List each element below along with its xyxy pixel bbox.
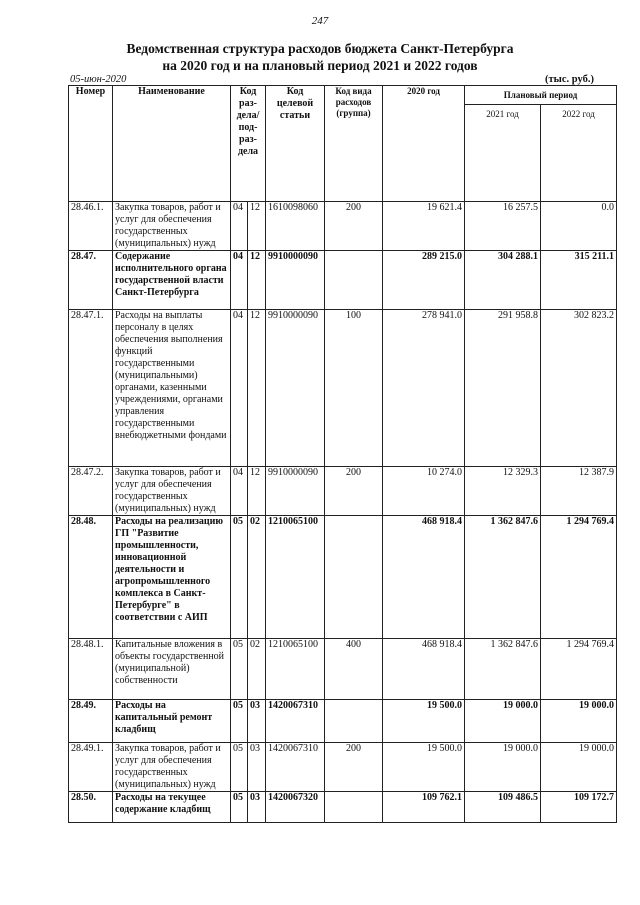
row-value-2022: 109 172.7 <box>541 792 617 823</box>
row-number: 28.49.1. <box>69 743 113 792</box>
row-value-2020: 468 918.4 <box>383 516 465 639</box>
row-target-code: 1610098060 <box>266 202 325 251</box>
row-value-2022: 0.0 <box>541 202 617 251</box>
row-number: 28.47. <box>69 251 113 310</box>
header-expense-type: Код вида расходов (группа) <box>325 86 383 202</box>
row-value-2021: 19 000.0 <box>465 743 541 792</box>
header-section-code: Код раз- дела/ под- раз- дела <box>231 86 266 202</box>
header-2022: 2022 год <box>541 105 617 202</box>
row-expense-type: 200 <box>325 202 383 251</box>
row-subsection-code: 02 <box>248 516 266 639</box>
row-value-2021: 304 288.1 <box>465 251 541 310</box>
row-name: Закупка товаров, работ и услуг для обеспечения государственных (муниципальных) нужд <box>113 202 231 251</box>
row-target-code: 1210065100 <box>266 516 325 639</box>
row-value-2020: 10 274.0 <box>383 467 465 516</box>
row-value-2020: 468 918.4 <box>383 639 465 700</box>
table-row <box>69 467 617 516</box>
row-number: 28.48.1. <box>69 639 113 700</box>
row-expense-type: 200 <box>325 467 383 516</box>
row-section-code: 05 <box>231 700 248 743</box>
row-target-code: 1420067320 <box>266 792 325 823</box>
row-number: 28.47.1. <box>69 310 113 467</box>
row-value-2020: 289 215.0 <box>383 251 465 310</box>
row-value-2021: 109 486.5 <box>465 792 541 823</box>
row-expense-type <box>325 700 383 743</box>
row-section-code: 05 <box>231 639 248 700</box>
header-number: Номер <box>69 86 113 202</box>
row-value-2021: 19 000.0 <box>465 700 541 743</box>
row-section-code: 05 <box>231 792 248 823</box>
row-subsection-code: 12 <box>248 310 266 467</box>
row-target-code: 1420067310 <box>266 743 325 792</box>
row-subsection-code: 02 <box>248 639 266 700</box>
title-line-2: на 2020 год и на плановый период 2021 и 2022 годов <box>162 58 478 73</box>
row-value-2022: 19 000.0 <box>541 700 617 743</box>
row-value-2020: 19 621.4 <box>383 202 465 251</box>
row-section-code: 04 <box>231 202 248 251</box>
row-value-2022: 1 294 769.4 <box>541 639 617 700</box>
row-value-2021: 1 362 847.6 <box>465 639 541 700</box>
row-expense-type: 100 <box>325 310 383 467</box>
row-name: Закупка товаров, работ и услуг для обеспечения государственных (муниципальных) нужд <box>113 467 231 516</box>
row-section-code: 04 <box>231 467 248 516</box>
document-date: 05-июн-2020 <box>70 74 127 85</box>
row-value-2022: 19 000.0 <box>541 743 617 792</box>
header-row <box>69 86 617 105</box>
table-row <box>69 792 617 823</box>
row-expense-type: 200 <box>325 743 383 792</box>
table-row <box>69 310 617 467</box>
row-value-2020: 19 500.0 <box>383 700 465 743</box>
row-value-2021: 1 362 847.6 <box>465 516 541 639</box>
page-number: 247 <box>311 15 329 27</box>
row-value-2020: 19 500.0 <box>383 743 465 792</box>
header-2020: 2020 год <box>383 86 465 202</box>
row-subsection-code: 03 <box>248 700 266 743</box>
row-name: Расходы на реализацию ГП "Развитие промышленности, инновационной деятельности и агропромышленного комплекса в Санкт-Петербурге" в соответствии с АИП <box>113 516 231 639</box>
row-subsection-code: 03 <box>248 792 266 823</box>
row-section-code: 05 <box>231 516 248 639</box>
table-row <box>69 516 617 639</box>
header-2021: 2021 год <box>465 105 541 202</box>
row-name: Капитальные вложения в объекты государственной (муниципальной) собственности <box>113 639 231 700</box>
row-number: 28.47.2. <box>69 467 113 516</box>
table-row <box>69 743 617 792</box>
row-name: Закупка товаров, работ и услуг для обеспечения государственных (муниципальных) нужд <box>113 743 231 792</box>
row-name: Расходы на выплаты персоналу в целях обеспечения выполнения функций государственными (муниципальными) органами, казенными учреждениями, органами управления государственными внебюджетными фондами <box>113 310 231 467</box>
document-title <box>0 40 640 74</box>
header-planned-period: Плановый период <box>465 86 617 105</box>
row-expense-type <box>325 516 383 639</box>
table-row <box>69 251 617 310</box>
row-number: 28.46.1. <box>69 202 113 251</box>
row-name: Расходы на капитальный ремонт кладбищ <box>113 700 231 743</box>
row-section-code: 04 <box>231 310 248 467</box>
row-expense-type <box>325 251 383 310</box>
header-target-code: Код целевой статьи <box>266 86 325 202</box>
budget-table <box>68 85 617 823</box>
row-target-code: 9910000090 <box>266 467 325 516</box>
row-expense-type: 400 <box>325 639 383 700</box>
row-number: 28.50. <box>69 792 113 823</box>
row-subsection-code: 12 <box>248 467 266 516</box>
row-section-code: 04 <box>231 251 248 310</box>
row-number: 28.48. <box>69 516 113 639</box>
row-value-2022: 302 823.2 <box>541 310 617 467</box>
row-target-code: 1210065100 <box>266 639 325 700</box>
table-row <box>69 202 617 251</box>
title-line-1: Ведомственная структура расходов бюджета Санкт-Петербурга <box>126 41 514 56</box>
row-target-code: 9910000090 <box>266 310 325 467</box>
row-value-2020: 278 941.0 <box>383 310 465 467</box>
row-name: Содержание исполнительного органа государственной власти Санкт-Петербурга <box>113 251 231 310</box>
row-value-2020: 109 762.1 <box>383 792 465 823</box>
row-value-2021: 291 958.8 <box>465 310 541 467</box>
row-value-2022: 315 211.1 <box>541 251 617 310</box>
row-value-2021: 12 329.3 <box>465 467 541 516</box>
units-label: (тыс. руб.) <box>545 74 594 85</box>
row-value-2022: 12 387.9 <box>541 467 617 516</box>
row-expense-type <box>325 792 383 823</box>
table-row <box>69 700 617 743</box>
row-target-code: 1420067310 <box>266 700 325 743</box>
row-number: 28.49. <box>69 700 113 743</box>
header-name: Наименование <box>113 86 231 202</box>
row-value-2022: 1 294 769.4 <box>541 516 617 639</box>
table-row <box>69 639 617 700</box>
row-name: Расходы на текущее содержание кладбищ <box>113 792 231 823</box>
row-subsection-code: 12 <box>248 251 266 310</box>
row-target-code: 9910000090 <box>266 251 325 310</box>
row-value-2021: 16 257.5 <box>465 202 541 251</box>
row-subsection-code: 12 <box>248 202 266 251</box>
row-section-code: 05 <box>231 743 248 792</box>
row-subsection-code: 03 <box>248 743 266 792</box>
